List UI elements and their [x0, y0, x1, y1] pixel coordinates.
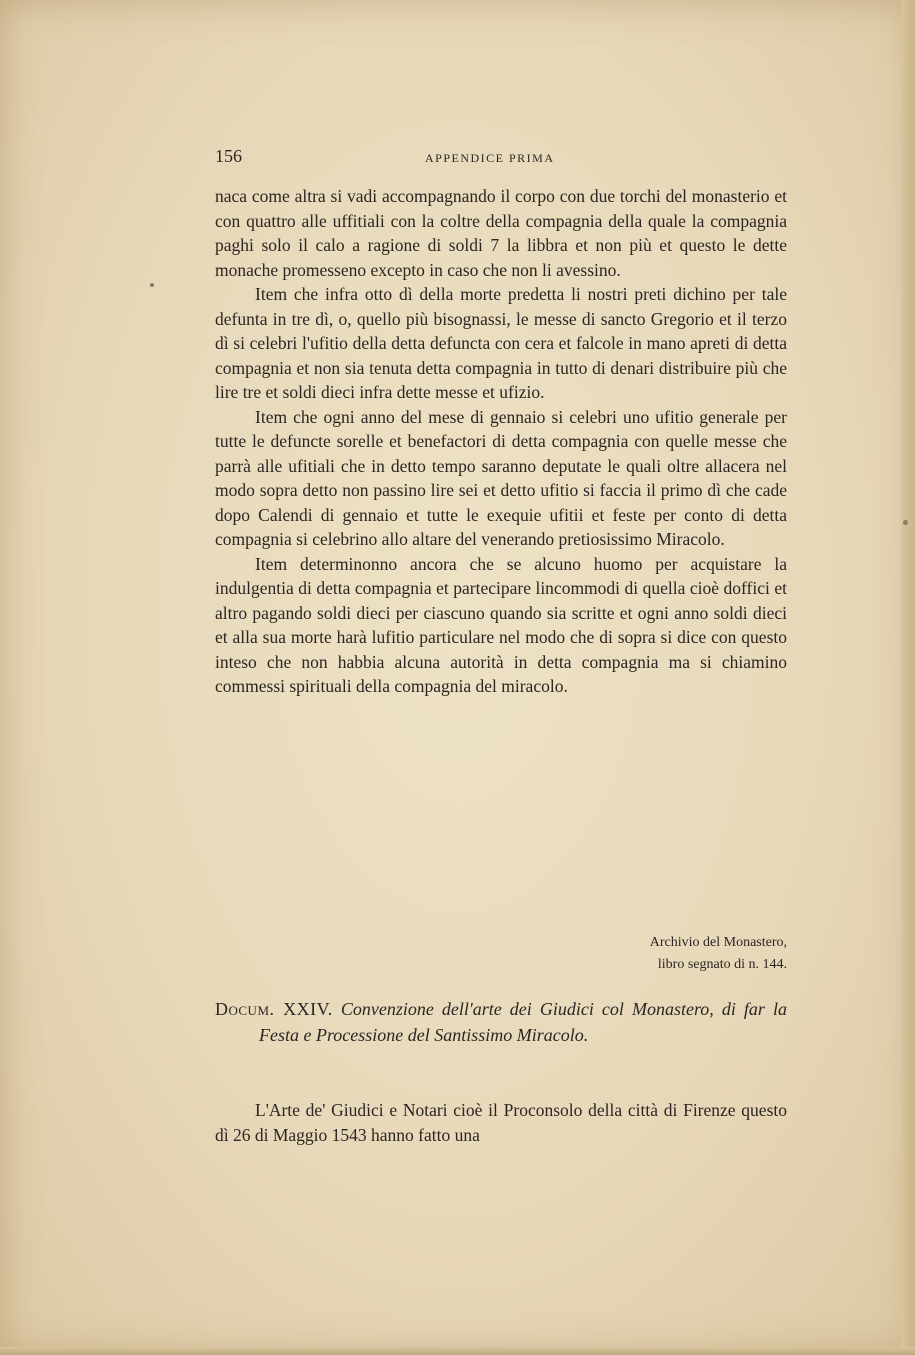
ink-speck	[150, 283, 154, 287]
paragraph-3: Item che ogni anno del mese di gennaio si celebri uno ufitio generale per tutte le defuncte sorelle et benefactori di detta compagnia con quelle messe che parrà alle ufitiali che in detto tempo saranno deputate le quali oltre allacera nel modo sopra detto non passino lire sei et detto ufitio si faccia il primo dì che cade dopo Calendi di gennaio et tutte le exequie ufitii et feste per conto di detta compagnia si celebrino allo altare del venerando pretiosissimo Miracolo.	[215, 406, 787, 549]
page-edge-bottom	[0, 1347, 915, 1355]
paragraph-2: Item che infra otto dì della morte predetta li nostri preti dichino per tale defunta in tre dì, o, quello più bisognassi, le messe di sancto Gregorio et il terzo dì si celebri l'ufitio della detta defuncta con cera et falcole in mano apreti di detta compagnia et non sia tenuta detta compagnia in tutto di denari distribuire più che lire tre et soldi dieci infra dette messe et ufizio.	[215, 284, 787, 402]
source-line-2: libro segnato di n. 144.	[657, 957, 787, 972]
paragraph-1: naca come altra si vadi accompagnando il corpo con due torchi del monasterio et con quattro alle uffitiali con la coltre della compagnia della quale la compagnia paghi solo il calo a ragione di soldi 7 la libbra et non più et questo le dette monache promesseno excepto in caso che non li avessino.	[215, 186, 787, 280]
page-number: 156	[215, 146, 242, 166]
document-title: Convenzione dell'arte dei Giudici col Monastero, di far la Festa e Processione del Santissimo Miracolo.	[259, 999, 787, 1045]
document-label: Docum. XXIV.	[215, 999, 333, 1019]
final-paragraph: L'Arte de' Giudici e Notari cioè il Proconsolo della città di Firenze questo dì 26 di Maggio 1543 hanno fatto una	[215, 1100, 787, 1145]
source-line-1: Archivio del Monastero,	[649, 935, 787, 950]
ink-speck	[903, 520, 908, 525]
body-text	[215, 184, 787, 699]
source-citation	[555, 932, 787, 976]
page-edge-right	[901, 0, 915, 1355]
document-heading	[215, 996, 787, 1048]
paragraph-4: Item determinonno ancora che se alcuno huomo per acquistare la indulgentia di detta compagnia et partecipare lincommodi di quella cioè doffici et altro pagando soldi dieci per ciascuno quando sia scritte et ogni anno soldi dieci et alla sua morte harà lufitio particulare nel modo che di sopra si dice con questo inteso che non habbia alcuna autorità in detta compagnia ma si chiamino commessi spirituali della compagnia del miracolo.	[215, 553, 787, 696]
page-header	[215, 146, 787, 170]
running-head: APPENDICE PRIMA	[425, 151, 555, 165]
